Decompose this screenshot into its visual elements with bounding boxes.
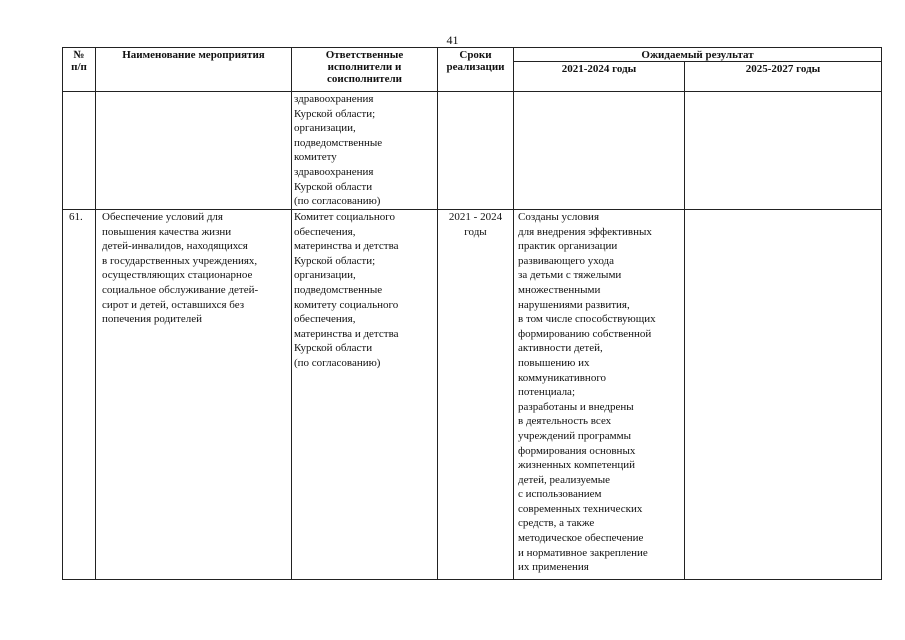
header-num-line: № [73,49,85,61]
result-line: для внедрения эффективных [518,225,652,238]
terms-line: годы [464,225,487,238]
responsible-line: Курской области; [294,254,376,267]
header-num-line: п/п [71,61,87,73]
cell-responsible [292,210,438,580]
responsible-line: здравоохранения [294,93,374,105]
cell-result-2025-2027 [685,92,882,210]
responsible-line: здравоохранения [294,165,374,178]
cell-result-2021-2024 [514,210,685,580]
header-terms [438,48,514,92]
result-line: разработаны и внедрены [518,400,634,413]
header-period-2025-2027: 2025-2027 годы [685,62,882,92]
name-line: сирот и детей, оставшихся без [102,298,245,311]
cell-terms [438,92,514,210]
result-line: средств, а также [518,517,595,530]
header-terms-line: Сроки [459,49,492,61]
cell-name [96,210,292,580]
header-expected-result: Ожидаемый результат [514,48,882,62]
name-line: в государственных учреждениях, [102,254,258,267]
result-line: с использованием [518,488,602,501]
result-line: за детьми с тяжелыми [518,269,622,282]
header-name: Наименование мероприятия [96,48,292,92]
cell-terms [438,210,514,580]
header-terms-line: реализации [446,61,505,73]
table-row [63,92,882,210]
responsible-line: Курской области; [294,107,376,120]
name-line: повышения качества жизни [102,225,232,238]
result-line: детей, реализуемые [518,473,611,486]
name-line: детей-инвалидов, находящихся [102,240,248,253]
header-num [63,48,96,92]
cell-num: 61. [63,210,96,580]
responsible-line: обеспечения, [294,225,356,238]
cell-result-2025-2027 [685,210,882,580]
result-line: нарушениями развития, [518,298,630,311]
activities-table [62,47,882,580]
responsible-line: (по согласованию) [294,356,381,369]
responsible-line: организации, [294,269,356,282]
name-line: осуществляющих стационарное [102,269,253,282]
cell-responsible [292,92,438,210]
responsible-line: комитету [294,151,337,164]
result-line: в деятельность всех [518,415,612,428]
responsible-line: материнства и детства [294,327,399,340]
cell-num [63,92,96,210]
responsible-line: Курской области [294,342,373,355]
result-line: повышению их [518,356,590,369]
header-row [63,48,882,62]
result-line: развивающего ухода [518,254,615,267]
result-line: современных технических [518,502,643,515]
header-responsible-line: исполнители и [327,61,402,73]
result-line: потенциала; [518,386,575,399]
header-responsible-line: Ответственные [325,49,404,61]
responsible-line: Курской области [294,180,373,193]
name-line: социальное обслуживание детей- [102,283,259,296]
name-line: попечения родителей [102,313,202,326]
responsible-line: Комитет социального [294,211,395,223]
table-row [63,210,882,580]
result-line: формирования основных [518,444,636,457]
responsible-line: организации, [294,122,356,135]
result-line: их применения [518,561,589,574]
result-line: коммуникативного [518,371,607,384]
cell-result-2021-2024 [514,92,685,210]
result-line: Созданы условия [518,211,600,223]
result-line: формированию собственной [518,327,652,340]
result-line: практик организации [518,240,618,253]
responsible-line: комитету социального [294,298,399,311]
result-line: и нормативное закрепление [518,546,648,559]
result-line: множественными [518,283,601,296]
header-responsible-line: соисполнители [327,73,402,85]
result-line: в том числе способствующих [518,313,656,326]
responsible-line: материнства и детства [294,240,399,253]
result-line: активности детей, [518,342,603,355]
responsible-line: подведомственные [294,283,383,296]
header-period-2021-2024: 2021-2024 годы [514,62,685,92]
result-line: учреждений программы [518,429,631,442]
name-line: Обеспечение условий для [102,211,223,223]
result-line: жизненных компетенций [518,459,636,472]
responsible-line: подведомственные [294,136,383,149]
responsible-line: (по согласованию) [294,195,381,208]
result-line: методическое обеспечение [518,532,644,545]
responsible-line: обеспечения, [294,313,356,326]
header-responsible [292,48,438,92]
cell-name [96,92,292,210]
page-number: 41 [446,33,459,47]
terms-line: 2021 - 2024 [448,211,503,223]
